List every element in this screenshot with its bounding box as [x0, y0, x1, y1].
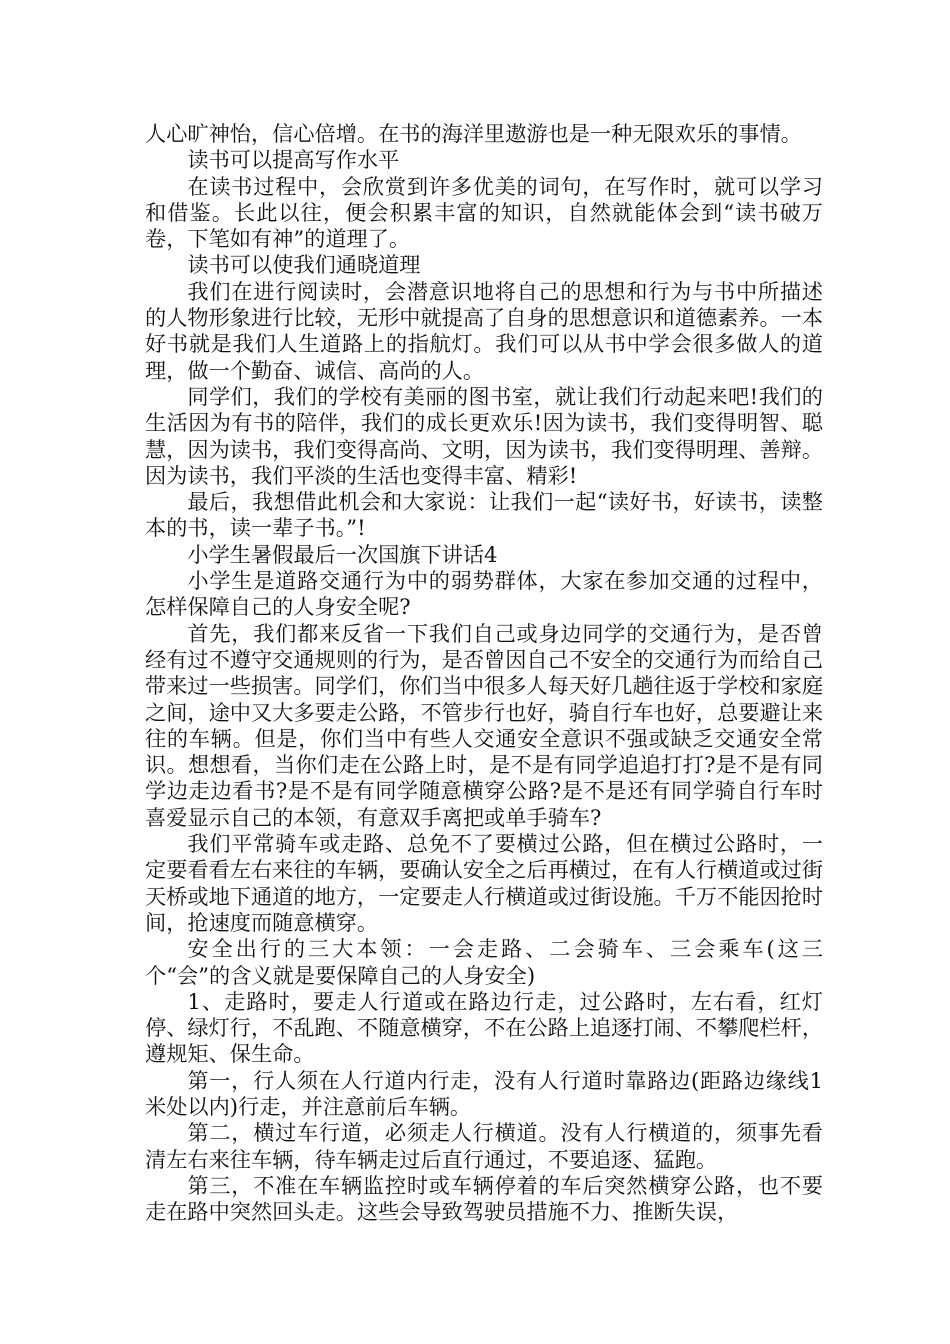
- paragraph: 我们在进行阅读时，会潜意识地将自己的思想和行为与书中所描述的人物形象进行比较，无形中就提高了自身的思想意识和道德素养。一本好书就是我们人生道路上的指航灯。我们可以从书中学会很多做人的道理，做一个勤奋、诚信、高尚的人。: [145, 278, 824, 383]
- paragraph: 首先，我们都来反省一下我们自己或身边同学的交通行为，是否曾经有过不遵守交通规则的行为，是否曾因自己不安全的交通行为而给自己带来过一些损害。同学们，你们当中很多人每天好几趟往返于学校和家庭之间，途中又大多要走公路，不管步行也好，骑自行车也好，总要避让来往的车辆。但是，你们当中有些人交通安全意识不强或缺乏交通安全常识。想想看，当你们走在公路上时，是不是有同学追追打打?是不是有同学边走边看书?是不是有同学随意横穿公路?是不是还有同学骑自行车时喜爱显示自己的本领，有意双手离把或单手骑车?: [145, 620, 824, 830]
- paragraph: 1、走路时，要走人行道或在路边行走，过公路时，左右看，红灯停、绿灯行，不乱跑、不随意横穿，不在公路上追逐打闹、不攀爬栏杆，遵规矩、保生命。: [145, 988, 824, 1067]
- paragraph: 第一，行人须在人行道内行走，没有人行道时靠路边(距路边缘线1米处以内)行走，并注意前后车辆。: [145, 1067, 823, 1119]
- paragraph: 最后，我想借此机会和大家说：让我们一起“读好书，好读书，读整本的书，读一辈子书。”!: [145, 489, 823, 541]
- paragraph: 第三，不准在车辆监控时或车辆停着的车后突然横穿公路，也不要走在路中突然回头走。这些会导致驾驶员措施不力、推断失误，: [145, 1172, 823, 1225]
- paragraph: 在读书过程中，会欣赏到许多优美的词句，在写作时，就可以学习和借鉴。长此以往，便会积累丰富的知识，自然就能体会到“读书破万卷，下笔如有神”的道理了。: [145, 173, 823, 252]
- paragraph: 第二，横过车行道，必须走人行横道。没有人行横道的，须事先看清左右来往车辆，待车辆走过后直行通过，不要追逐、猛跑。: [145, 1120, 823, 1172]
- paragraph: 我们平常骑车或走路、总免不了要横过公路，但在横过公路时，一定要看看左右来往的车辆，要确认安全之后再横过，在有人行横道或过街天桥或地下通道的地方，一定要走人行横道或过街设施。千万不能因抢时间，抢速度而随意横穿。: [145, 831, 824, 935]
- section-heading: 小学生暑假最后一次国旗下讲话4: [187, 541, 498, 567]
- paragraph: 小学生是道路交通行为中的弱势群体，大家在参加交通的过程中，怎样保障自己的人身安全呢?: [145, 568, 823, 620]
- document-page: [145, 121, 823, 1225]
- section-heading: 读书可以使我们通晓道理: [187, 252, 421, 278]
- paragraph: 安全出行的三大本领：一会走路、二会骑车、三会乘车(这三个“会”的含义就是要保障自己的人身安全): [145, 936, 823, 988]
- paragraph: 人心旷神怡，信心倍增。在书的海洋里遨游也是一种无限欢乐的事情。: [145, 121, 802, 146]
- paragraph: 同学们，我们的学校有美丽的图书室，就让我们行动起来吧!我们的生活因为有书的陪伴，我们的成长更欢乐!因为读书，我们变得明智、聪慧，因为读书，我们变得高尚、文明，因为读书，我们变得明理、善辩。因为读书，我们平淡的生活也变得丰富、精彩!: [145, 383, 824, 488]
- section-heading: 读书可以提高写作水平: [187, 147, 400, 173]
